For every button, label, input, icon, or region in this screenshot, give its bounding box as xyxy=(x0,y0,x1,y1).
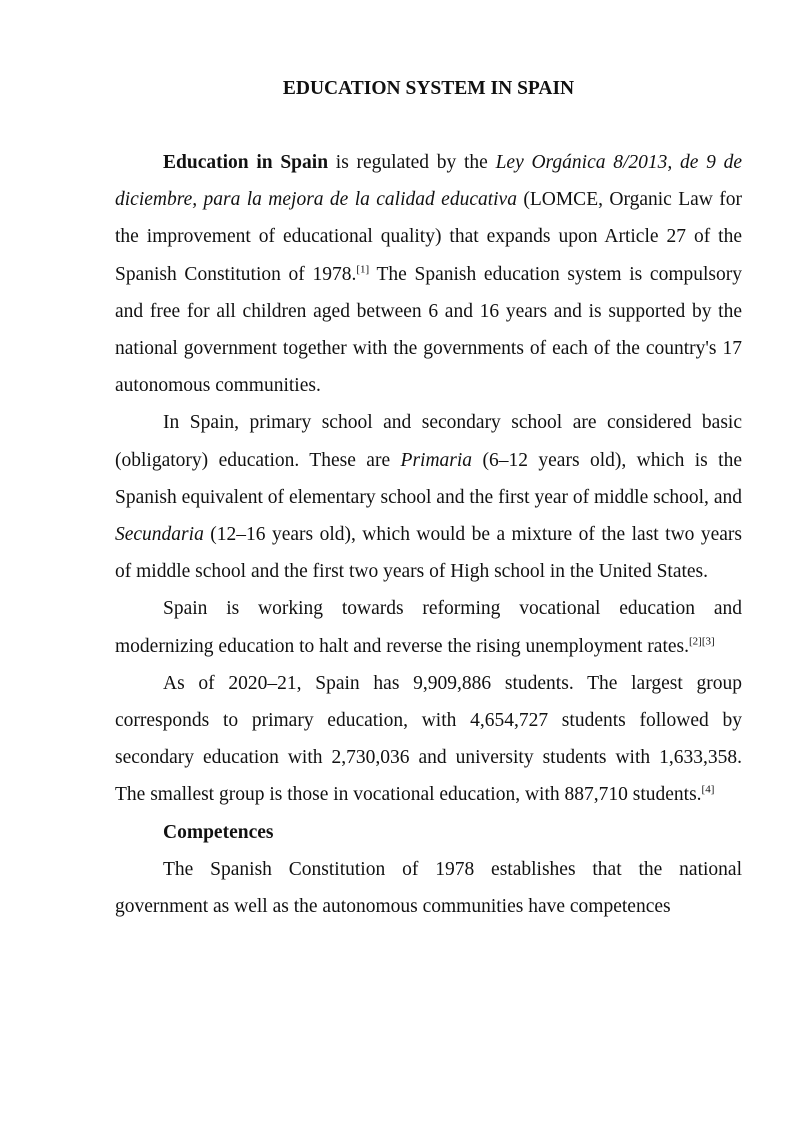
section-heading: Competences xyxy=(163,821,274,843)
italic-term: Secundaria xyxy=(115,524,204,546)
paragraph-text: The Spanish Constitution of 1978 establishes that the national government as well as the autonomous communities have competences xyxy=(115,858,742,918)
paragraph-text: (LOMCE, Organic Law for the improvement of educational quality) that expands upon Article 27 of the Spanish Constitution of 1978. xyxy=(115,189,742,285)
citation-ref[interactable]: [1] xyxy=(356,263,370,276)
paragraph-text: In Spain, primary school and secondary school are considered basic (obligatory) education. These are xyxy=(115,412,742,471)
paragraph-vocational xyxy=(115,590,742,664)
paragraph-text: is regulated by the xyxy=(328,152,496,173)
italic-term: Primaria xyxy=(400,449,473,471)
paragraph-intro xyxy=(115,144,742,404)
paragraph-text: (12–16 years old), which would be a mixture of the last two years of middle school and the first two years of High school in the United States. xyxy=(115,524,742,583)
paragraph-text: (6–12 years old), which is the Spanish equivalent of elementary school and the first year of middle school, and xyxy=(115,449,742,508)
paragraph-text: Spain is working towards reforming vocational education and modernizing education to halt and reverse the rising unemployment rates. xyxy=(115,598,742,657)
paragraph-text: As of 2020–21, Spain has 9,909,886 students. The largest group corresponds to primary education, with 4,654,727 students followed by secondary education with 2,730,036 and university students with 1,633,358. The smallest group is those in vocational education, with 887,710 students. xyxy=(115,672,742,806)
paragraph-competences xyxy=(115,851,742,925)
citation-ref[interactable]: [2][3] xyxy=(689,635,715,648)
citation-ref[interactable]: [4] xyxy=(701,783,715,796)
bold-term: Education in Spain xyxy=(163,152,329,173)
paragraph-basic-education xyxy=(115,404,742,590)
law-title: Ley Orgánica 8/2013, de 9 de diciembre, para la mejora de la calidad educativa xyxy=(115,152,743,211)
paragraph-text: The Spanish education system is compulsory and free for all children aged between 6 and 16 years and is supported by the national government together with the governments of each of the country's 17 autonomous communities. xyxy=(115,263,742,397)
document-body xyxy=(115,70,742,925)
document-title: EDUCATION SYSTEM IN SPAIN xyxy=(282,78,575,99)
paragraph-statistics xyxy=(115,665,742,814)
